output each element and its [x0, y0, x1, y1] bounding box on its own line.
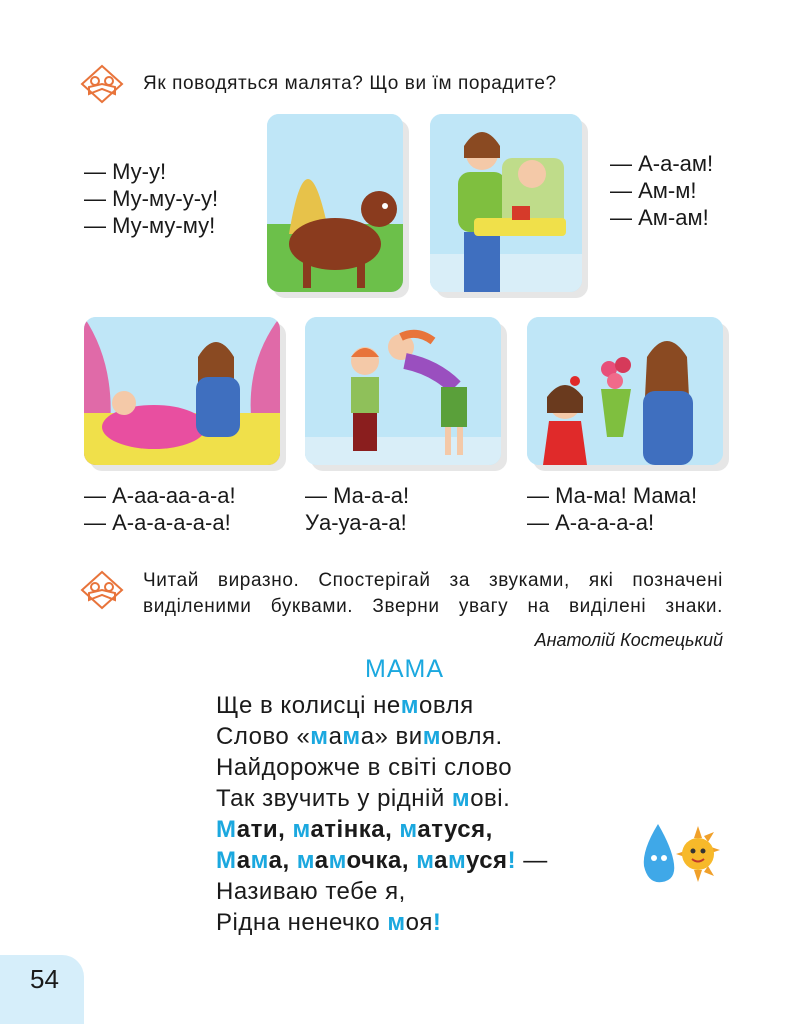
reading-children-icon — [80, 570, 124, 610]
poem-line: Мама, мамочка, мамуся! — — [216, 847, 548, 874]
dialog-line: — А-а-а-а-а-а! — [84, 510, 231, 535]
dialog-line: — Ма-а-а! — [305, 483, 410, 508]
dialog-line: — А-а-а-а-а! — [527, 510, 655, 535]
poem-line: Найдорожче в світі слово — [216, 754, 513, 781]
task-instruction-2-line-2: виділеними буквами. Зверни увагу на виділені знаки. — [143, 596, 723, 617]
poem-line: Рідна ненечко моя! — [216, 909, 442, 936]
mother-feeding-baby-illustration — [430, 114, 582, 292]
task-instruction-1: Як поводяться малята? Що ви їм порадите? — [143, 73, 557, 94]
reading-children-icon — [80, 64, 124, 104]
cow-dialog — [84, 158, 218, 239]
page-number: 54 — [30, 964, 59, 994]
dialog-line: — А-аа-аа-а-а! — [84, 483, 236, 508]
dialog-line: — А-а-ам! — [610, 151, 714, 176]
poem-line: Називаю тебе я, — [216, 878, 406, 905]
poem-line: Так звучить у рідній мові. — [216, 785, 511, 812]
caption-crying-baby — [84, 482, 236, 536]
dialog-line: — Му-му-у-у! — [84, 186, 219, 211]
dialog-line: — Ам-ам! — [610, 205, 709, 230]
dialog-line: — Му-му-му! — [84, 213, 216, 238]
poem-line: Слово «мама» вимовля. — [216, 723, 503, 750]
boy-and-woman-illustration — [305, 317, 501, 465]
crying-baby-in-bed-illustration — [84, 317, 280, 465]
poem-author: Анатолій Костецький — [534, 630, 723, 650]
dialog-line: — Ма-ма! Мама! — [527, 483, 698, 508]
task-instruction-2-line-1: Читай виразно. Спостерігай за звуками, які позначені — [143, 570, 723, 591]
poem — [216, 690, 548, 938]
poem-line: Мати, матінка, матуся, — [216, 816, 493, 843]
caption-boy — [305, 482, 409, 536]
drop-and-sun-mascot-icon — [636, 820, 726, 890]
cow-illustration — [267, 114, 403, 292]
girl-with-flowers-illustration — [527, 317, 723, 465]
dialog-line: — Му-у! — [84, 159, 167, 184]
dialog-line: Уа-уа-а-а! — [305, 510, 407, 535]
dialog-line: — Ам-м! — [610, 178, 697, 203]
caption-girl — [527, 482, 697, 536]
baby-dialog — [610, 150, 713, 231]
poem-title: МАМА — [365, 655, 444, 683]
poem-line: Ще в колисці немовля — [216, 692, 474, 719]
